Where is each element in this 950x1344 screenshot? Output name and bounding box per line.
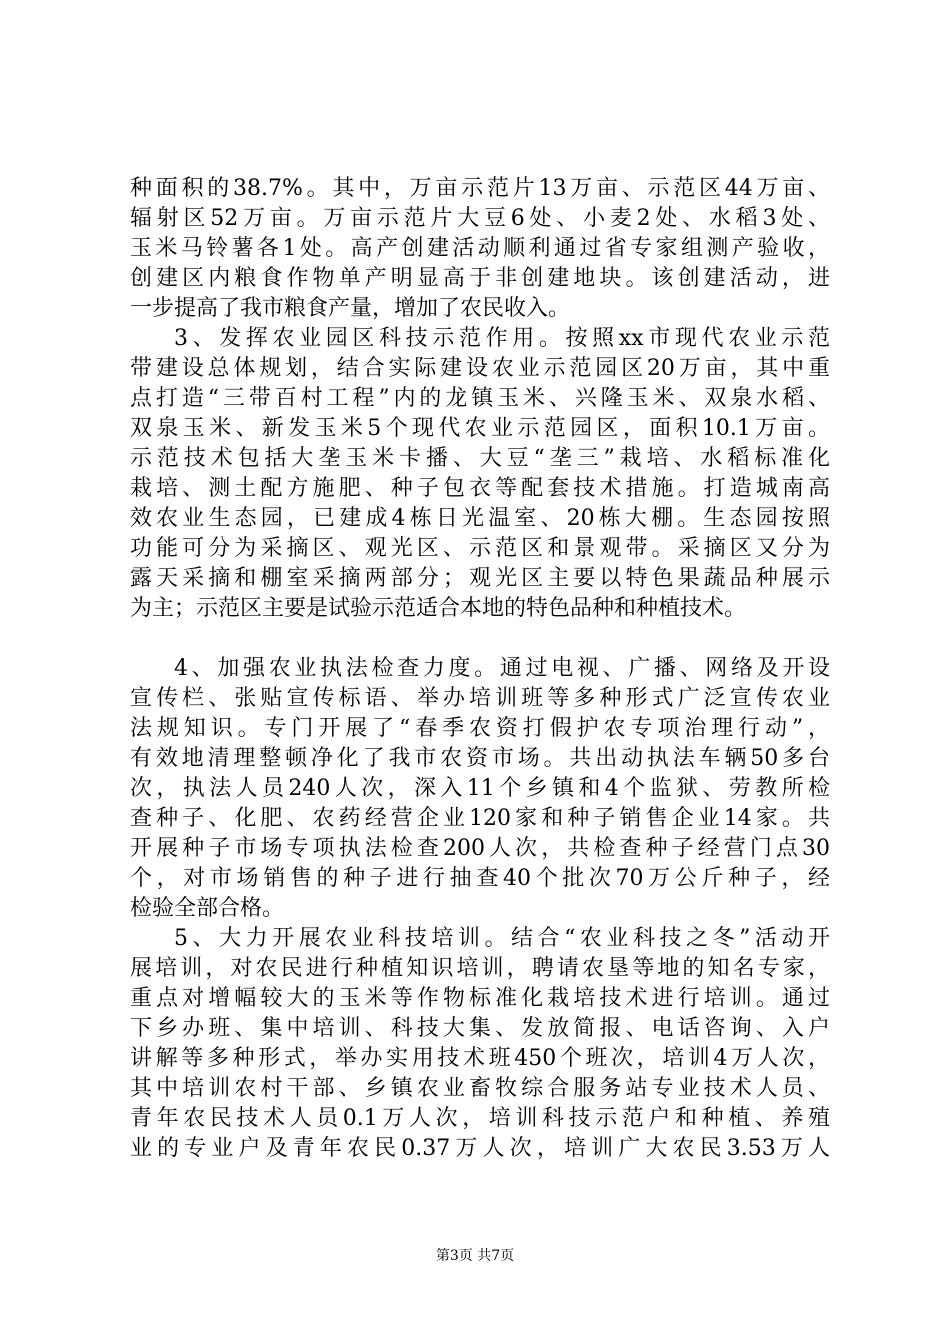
text-line: 示范技术包括大垄玉米卡播、大豆“垄三”栽培、水稻标准化: [130, 446, 830, 471]
text-line: 业的专业户及青年农民0.37万人次，培训广大农民3.53万人: [130, 1136, 830, 1161]
text-line: 栽培、测土配方施肥、种子包衣等配套技术措施。打造城南高: [130, 476, 830, 501]
text-line: 讲解等多种形式，举办实用技术班450个班次，培训4万人次，: [130, 1046, 830, 1071]
text-line: 露天采摘和棚室采摘两部分；观光区主要以特色果蔬品种展示: [130, 566, 830, 591]
text-line: 开展种子市场专项执法检查200人次，共检查种子经营门点30: [130, 836, 830, 861]
text-line: 种面积的38.7%。其中，万亩示范片13万亩、示范区44万亩、: [130, 176, 830, 201]
text-line: 查种子、化肥、农药经营企业120家和种子销售企业14家。共: [130, 806, 830, 831]
text-line: 一步提高了我市粮食产量，增加了农民收入。: [130, 296, 571, 321]
text-line: 其中培训农村干部、乡镇农业畜牧综合服务站专业技术人员、: [130, 1076, 830, 1101]
text-line: 点打造“三带百村工程”内的龙镇玉米、兴隆玉米、双泉水稻、: [130, 386, 830, 411]
text-line: 效农业生态园，已建成4栋日光温室、20栋大棚。生态园按照: [130, 506, 830, 531]
text-line: 宣传栏、张贴宣传标语、举办培训班等多种形式广泛宣传农业: [130, 686, 830, 711]
text-line: 双泉玉米、新发玉米5个现代农业示范园区，面积10.1万亩。: [130, 416, 830, 441]
text-line: 检验全部合格。: [130, 896, 285, 921]
text-line: 重点对增幅较大的玉米等作物标准化栽培技术进行培训。通过: [130, 986, 830, 1011]
text-line: 为主；示范区主要是试验示范适合本地的特色品种和种植技术。: [130, 596, 747, 621]
paragraph-gap: [130, 624, 830, 654]
text-line: 个，对市场销售的种子进行抽查40个批次70万公斤种子，经: [130, 866, 830, 891]
text-line: 下乡办班、集中培训、科技大集、发放简报、电话咨询、入户: [130, 1016, 830, 1041]
text-line: 法规知识。专门开展了“春季农资打假护农专项治理行动”，: [130, 716, 830, 741]
text-line: 展培训，对农民进行种植知识培训，聘请农垦等地的知名专家，: [130, 956, 830, 981]
body-text: [130, 174, 830, 1164]
text-line: 有效地清理整顿净化了我市农资市场。共出动执法车辆50多台: [130, 746, 830, 771]
text-line: 次，执法人员240人次，深入11个乡镇和4个监狱、劳教所检: [130, 776, 830, 801]
text-line: 青年农民技术人员0.1万人次，培训科技示范户和种植、养殖: [130, 1106, 830, 1131]
page-number-footer: 第3页 共7页: [435, 1248, 515, 1264]
text-line: 功能可分为采摘区、观光区、示范区和景观带。采摘区又分为: [130, 536, 830, 561]
paragraph-4-heading-line: 4、加强农业执法检查力度。通过电视、广播、网络及开设: [174, 656, 830, 681]
text-line: 创建区内粮食作物单产明显高于非创建地块。该创建活动，进: [130, 266, 830, 291]
text-line: 带建设总体规划，结合实际建设农业示范园区20万亩，其中重: [130, 356, 830, 381]
text-line: 玉米马铃薯各1处。高产创建活动顺利通过省专家组测产验收，: [130, 236, 830, 261]
text-line: 辐射区52万亩。万亩示范片大豆6处、小麦2处、水稻3处、: [130, 206, 830, 231]
paragraph-5-heading-line: 5、大力开展农业科技培训。结合“农业科技之冬”活动开: [174, 926, 830, 951]
paragraph-3-heading-line: 3、发挥农业园区科技示范作用。按照xx市现代农业示范: [174, 326, 830, 351]
